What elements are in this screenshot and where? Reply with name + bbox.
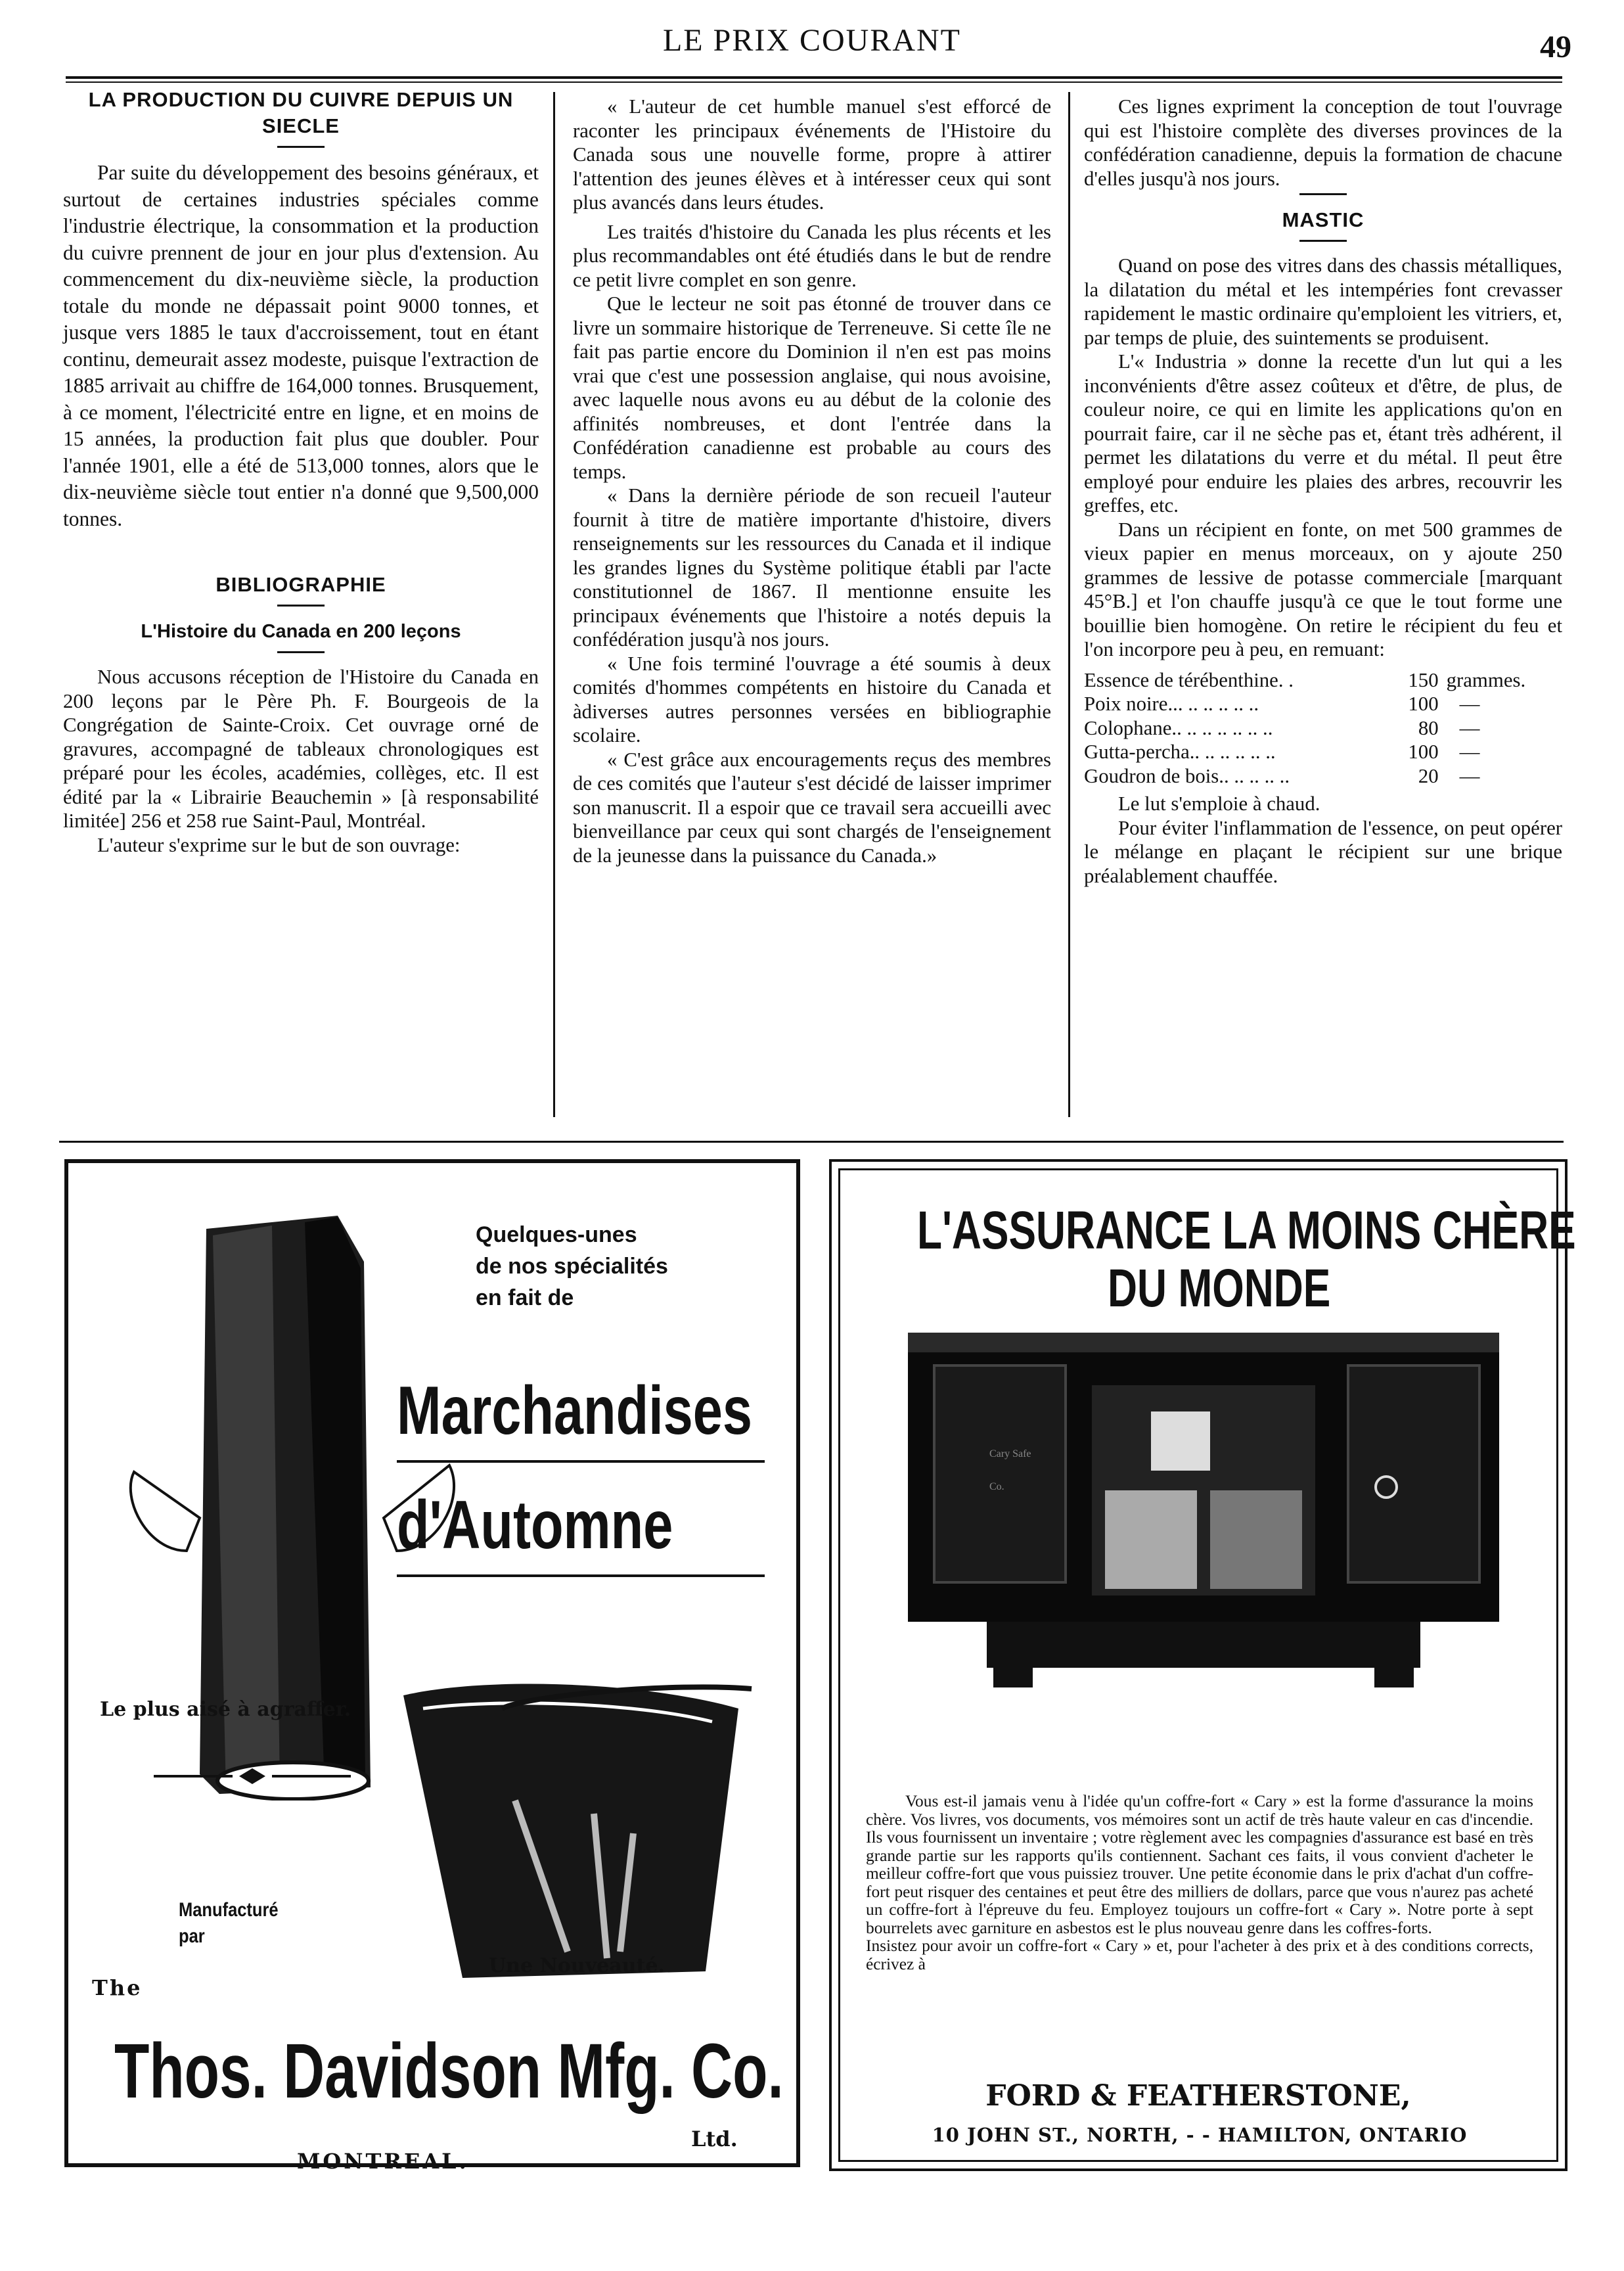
ad-manufactured-line: Manufacturé bbox=[179, 1899, 279, 1921]
page-number: 49 bbox=[1540, 30, 1571, 64]
ad-caption-2: Une Nouveauté. bbox=[489, 1954, 665, 1977]
ingredient-qty: 150 bbox=[1408, 668, 1439, 691]
ingredient-name: Essence de térébenthine. . bbox=[1084, 668, 1294, 691]
insurance-body-text: Vous est-il jamais venu à l'idée qu'un coffre-fort « Cary » est la forme d'assurance la moins chère. Vos livres, vos documents, vos mémoires sont un actif de très haute valeur en cas d'incendie. Ils vous fournissent un inventaire ; votre règlement avec les compagnies d'assurance est basé en très grande partie sur les rapports qu'ils contiennent. Sachant ces faits, il vous convient d'acheter le meilleur coffre-fort que vous puissiez trouver. Une petite économie dans le prix d'achat d'un coffre-fort peut risquer des centaines et peut être des milliers de dollars, parce que vous n'aurez pas acheté un coffre-fort à l'épreuve du feu. Employez toujours un coffre-fort « Cary ». Notre porte à sept bourrelets avec garniture en asbestos est le plus nouveau genre dans les coffres-forts. bbox=[866, 1792, 1533, 1937]
agent-address: 10 JOHN ST., NORTH, - - HAMILTON, ONTARIO bbox=[932, 2124, 1468, 2146]
ad-intro-line: de nos spécialités bbox=[476, 1254, 668, 1279]
header-rule bbox=[66, 76, 1562, 79]
column-3 bbox=[1084, 95, 1562, 888]
ornament-divider bbox=[154, 1766, 351, 1786]
quote-paragraph-2: Les traités d'histoire du Canada les plus récents et les plus recommandables ont été étudiés dans le but de rendre ce petit livre complet en son genre. bbox=[573, 220, 1051, 291]
ingredient-qty: 100 bbox=[1408, 693, 1439, 715]
mastic-title: MASTIC bbox=[1282, 208, 1365, 231]
ingredient-unit: — bbox=[1459, 716, 1480, 739]
ad-intro-line: en fait de bbox=[476, 1285, 574, 1310]
quote-paragraph-6: « C'est grâce aux encouragements reçus des membres de ces comités que l'auteur s'est décidé de laisser imprimer son manuscrit. Il a espoir que ce travail sera accueilli avec bienveillance par ceux qui sont chargés de l'enseignement de la jeunesse dans la puissance du Canada.» bbox=[573, 748, 1051, 867]
ingredient-qty: 80 bbox=[1418, 716, 1439, 739]
ingredient-unit: grammes. bbox=[1446, 668, 1526, 691]
insurance-body-text-2: Insistez pour avoir un coffre-fort « Cary » et, pour l'acheter à des prix et à des conditions corrects, écrivez à bbox=[866, 1937, 1533, 1973]
history-conclusion: Ces lignes expriment la conception de tout l'ouvrage qui est l'histoire complète des diverses provinces de la confédération canadienne, depuis la formation de chacune d'elles jusqu'à nos jours. bbox=[1084, 95, 1562, 190]
copper-article-title: LA PRODUCTION DU CUIVRE DEPUIS UN SIECLE bbox=[88, 88, 514, 137]
column-rule bbox=[553, 92, 555, 1117]
ad-the: The bbox=[92, 1975, 143, 2000]
recipe-table bbox=[1084, 668, 1562, 789]
ingredient-unit: — bbox=[1459, 741, 1480, 763]
quote-paragraph-5: « Une fois terminé l'ouvrage a été soumis à deux comités d'hommes compétents en histoire du Canada et àdiverses autres personnes versées en bibliographie scolaire. bbox=[573, 652, 1051, 746]
ingredient-name: Goudron de bois.. .. .. .. .. bbox=[1084, 764, 1290, 787]
agent-company: FORD & FEATHERSTONE, bbox=[985, 2079, 1411, 2113]
mastic-paragraph-5: Pour éviter l'inflammation de l'essence, on peut opérer le mélange en plaçant le récipient sur une brique préalablement chauffée. bbox=[1084, 816, 1562, 887]
column-2 bbox=[573, 95, 1051, 867]
quote-paragraph-3: Que le lecteur ne soit pas étonné de trouver dans ce livre un sommaire historique de Terreneuve. Si cette île ne fait pas partie encore du Dominion il n'en est pas moins vrai que c'est une possession anglaise, qui nous avoisine, avec laquelle nous avons eu au début de la colonie des affinités nombreuses, et dont l'entrée dans la Confédération canadienne est probable au cours des temps. bbox=[573, 292, 1051, 483]
insurance-body bbox=[866, 1793, 1533, 1973]
bibliography-body: Nous accusons réception de l'Histoire du Canada en 200 leçons par le Père Ph. F. Bourgeois de la Congrégation de Sainte-Croix. Cet ouvrage orné de gravures, accompagné de tableaux chronologiques est préparé pour les écoles, académies, collèges, etc. Il est édité par la « Librairie Beauchemin » [à responsabilité limitée] 256 et 258 rue Saint-Paul, Montréal. bbox=[63, 666, 539, 832]
recipe-row bbox=[1084, 716, 1562, 741]
recipe-row bbox=[1084, 740, 1562, 764]
coal-scuttle-illustration bbox=[397, 1669, 765, 1998]
headline-rule bbox=[397, 1574, 765, 1577]
recipe-row bbox=[1084, 668, 1562, 693]
ad-ltd: Ltd. bbox=[691, 2126, 738, 2151]
ingredient-name: Colophane.. .. .. .. .. .. .. bbox=[1084, 716, 1273, 739]
title-divider bbox=[277, 605, 325, 607]
copper-article-body: Par suite du développement des besoins généraux, et surtout de certaines industries spéciales comme l'industrie électrique, la consommation et la production du cuivre prennent de jour en jour plus d'extension. Au commencement du dix-neuvième siècle, la production totale du monde ne dépassait point 9000 tonnes, et jusque vers 1885 le taux d'accroissement, tout en étant continu, demeurait assez modeste, puisque l'extraction de 1885 arrivait au chiffre de 164,000 tonnes. Brusquement, à ce moment, l'électricité entre en ligne, et en moins de 15 années, la production fait plus que doubler. Pour l'année 1901, elle a été de 513,000 tonnes, alors que le dix-neuvième siècle tout entier n'a donné que 9,500,000 tonnes. bbox=[63, 161, 539, 530]
title-divider bbox=[1299, 240, 1347, 242]
cary-safe-advertisement bbox=[829, 1159, 1576, 2171]
ad-headline-2: d'Automne bbox=[397, 1487, 673, 1563]
mastic-paragraph-1: Quand on pose des vitres dans des chassis métalliques, la dilatation du métal et les intempéries font crevasser rapidement le mastic ordinaire qu'emploient les vitriers, et, par temps de pluie, des suintements se produisent. bbox=[1084, 254, 1562, 349]
ad-manufactured-line: par bbox=[179, 1925, 205, 1947]
title-divider bbox=[1299, 193, 1347, 195]
title-divider bbox=[277, 146, 325, 148]
ad-intro-line: Quelques-unes bbox=[476, 1222, 637, 1247]
headline-rule bbox=[397, 1460, 765, 1463]
ingredient-unit: — bbox=[1459, 693, 1480, 715]
column-1 bbox=[63, 87, 539, 857]
column-rule bbox=[1068, 92, 1070, 1117]
ingredient-name: Poix noire... .. .. .. .. .. bbox=[1084, 693, 1259, 715]
insurance-headline-2: DU MONDE bbox=[1108, 1258, 1331, 1318]
bibliography-subtitle: L'Histoire du Canada en 200 leçons bbox=[141, 621, 461, 642]
mastic-paragraph-4: Le lut s'emploie à chaud. bbox=[1118, 792, 1320, 815]
page-header-title: LE PRIX COURANT bbox=[662, 23, 961, 58]
bibliography-title: BIBLIOGRAPHIE bbox=[215, 573, 386, 596]
quote-paragraph-4: « Dans la dernière période de son recueil l'auteur fournit à titre de matière importante d'histoire, divers renseignements sur les ressources du Canada et il indique les grandes lignes du Système politique établi par l'acte constitutionnel de 1867. Il mentionne ensuite les principaux événements que l'histoire a notés depuis la confédération jusqu'à nos jours. bbox=[573, 484, 1051, 651]
section-rule bbox=[59, 1141, 1564, 1143]
header-rule-thin bbox=[66, 81, 1562, 83]
mastic-paragraph-3: Dans un récipient en fonte, on met 500 grammes de vieux papier en menus morceaux, on y ajoute 250 grammes de lessive de potasse commerciale [marquant 45°B.] et l'on chauffe jusqu'à ce que le tout forme une bouillie bien homogène. On retire le récipient du feu et l'on incorpore peu à peu, en remuant: bbox=[1084, 518, 1562, 660]
bibliography-body-2: L'auteur s'exprime sur le but de son ouvrage: bbox=[97, 833, 461, 856]
davidson-advertisement bbox=[64, 1159, 800, 2174]
recipe-row bbox=[1084, 764, 1562, 789]
ad-company-name: Thos. Davidson Mfg. Co. bbox=[114, 2028, 784, 2115]
quote-paragraph-1: « L'auteur de cet humble manuel s'est efforcé de raconter les principaux événements de l'Histoire du Canada sous une nouvelle forme, propre à attirer l'attention des jeunes élèves et à intéresser ceux qui sont plus avancés dans leurs études. bbox=[573, 95, 1051, 214]
mastic-paragraph-2: L'« Industria » donne la recette d'un lut qui a les inconvénients d'être assez coûteux et d'être, de plus, de couleur noire, ce qui en limite les applications qu'on en pourrait faire, car il ne sèche pas et, étant très adhérent, il permet les dilatations du verre et du métal. Il peut être employé pour enduire les plaies des arbres, recouvrir les greffes, etc. bbox=[1084, 350, 1562, 516]
recipe-row bbox=[1084, 692, 1562, 716]
safe-illustration bbox=[895, 1319, 1512, 1687]
ad-headline-1: Marchandises bbox=[397, 1373, 753, 1449]
safe-door-label: Cary Safe Co. bbox=[989, 1448, 1031, 1492]
ingredient-name: Gutta-percha.. .. .. .. .. .. bbox=[1084, 741, 1276, 763]
ad-caption-1: Le plus aisé à agraffer. bbox=[100, 1698, 351, 1721]
ad-city: MONTREAL. bbox=[297, 2149, 469, 2174]
insurance-headline-1: L'ASSURANCE LA MOINS CHÈRE bbox=[917, 1201, 1576, 1260]
title-divider bbox=[277, 651, 325, 653]
ingredient-unit: — bbox=[1459, 764, 1480, 787]
ingredient-qty: 100 bbox=[1408, 741, 1439, 763]
ingredient-qty: 20 bbox=[1418, 764, 1439, 787]
